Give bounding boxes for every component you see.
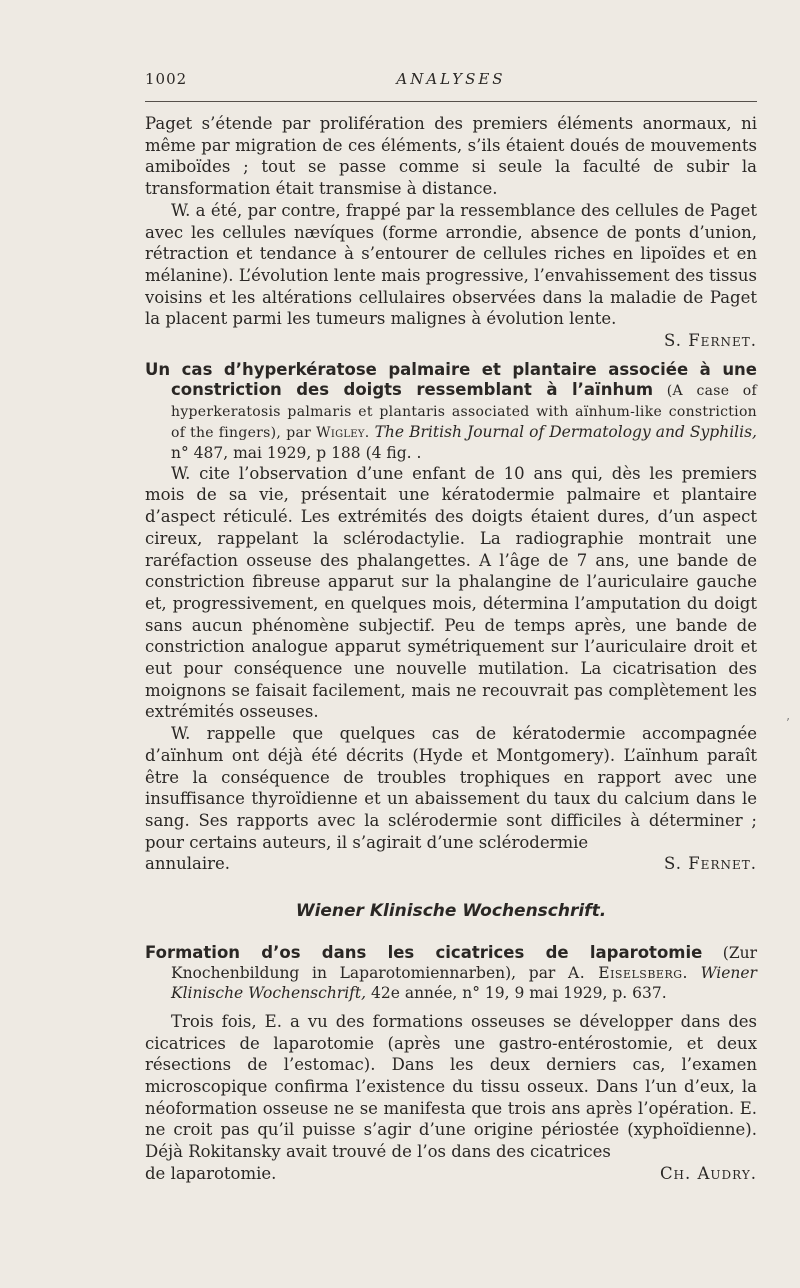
article2-title: Un cas d’hyperkératose palmaire et plantaire associée à une constriction des doigts ressemblant à l’aïnhum [145, 359, 757, 399]
article3-journal: Wiener Klinische Wochenschrift, [171, 963, 757, 1002]
article3-title: Formation d’os dans les cicatrices de laparotomie [145, 942, 703, 962]
article1-paragraph-1: Paget s’étende par prolifération des premiers éléments anormaux, ni même par migration de ces éléments, s’ils étaient doués de mouvements amiboïdes ; tout se passe comme si seule la faculté de subir la transformation était transmise à distance. [145, 114, 757, 199]
article1-paragraph-2: W. a été, par contre, frappé par la ressemblance des cellules de Paget avec les cellules nævíques (forme arrondie, absence de ponts d’union, rétraction et tendance à s’entourer de cellules riches en lipoïdes et en mélanine). L’évolution lente mais progressive, l’envahissement des tissus voisins et les altérations cellulaires observées dans la maladie de Paget la placent parmi les tumeurs malignes à évolution lente. [145, 200, 757, 329]
running-title: ANALYSES [396, 70, 506, 88]
article2-paragraph-1: W. cite l’observation d’une enfant de 10 ans qui, dès les premiers mois de sa vie, présentait une kératodermie palmaire et plantaire d’aspect réticulé. Les extrémités des doigts étaient dures, d’un aspect cireux, rappelant la sclérodactylie. La radiographie montrait une raréfaction osseuse des phalangettes. A l’âge de 7 ans, une bande de constriction fibreuse apparut sur la phalangine de l’auriculaire gauche et, progressivement, en quelques mois, détermina l’amputation du doigt sans aucun phénomène subjectif. Peu de temps après, une bande de constriction analogue apparut symétriquement sur l’auriculaire droit et eut pour conséquence une nouvelle mutilation. La cicatrisation des moignons se faisait facilement, mais ne recouvrait pas complètement les extrémités osseuses. [145, 463, 757, 722]
article2-paragraph-2: W. rappelle que quelques cas de kératodermie accompagnée d’aïnhum ont déjà été décrits (Hyde et Montgomery). L’aïnhum paraît être la conséquence de troubles trophiques en rapport avec une insuffisance thyroïdienne et un abaissement du taux du calcium dans le sang. Ses rapports avec la sclérodermie sont difficiles à déterminer ; pour certains auteurs, il s’agirait d’une sclérodermie [145, 724, 757, 852]
article2-author: Wigley. [316, 424, 370, 441]
article2-citation: n° 487, mai 1929, p 188 (4 fig. . [171, 443, 422, 462]
running-header [145, 70, 757, 92]
article3-author: A. Eiselsberg. [568, 963, 688, 982]
article3-author-prefix: par [528, 963, 556, 982]
article2-journal: The British Journal of Dermatology and Syphilis, [374, 422, 757, 441]
page-number: 1002 [145, 70, 188, 88]
article2-author-prefix: par [286, 424, 312, 441]
article1-signature: S. Fernet. [664, 331, 757, 351]
article3-translation: (Zur Knochenbildung in Laparotomiennarben), [171, 943, 757, 982]
margin-mark: ’ [786, 716, 790, 730]
article3-last-line: de laparotomie. [145, 1163, 277, 1183]
article3-signature: Ch. Audry. [659, 1163, 757, 1183]
header-rule [145, 101, 757, 102]
article2-last-line: annulaire. [145, 854, 231, 874]
article2-signature: S. Fernet. [664, 854, 757, 874]
article3-paragraph: Trois fois, E. a vu des formations osseuses se développer dans des cicatrices de laparotomie (après une gastro-entérostomie, et deux résections de l’estomac). Dans les deux derniers cas, l’examen microscopique confirma l’existence du tissu osseux. Dans l’un d’eux, la néoformation osseuse ne se manifesta que trois ans après l’opération. E. ne croit pas qu’il puisse s’agir d’une origine périostée (xyphoïdienne). Déjà Rokitansky avait trouvé de l’os dans des cicatrices [145, 1011, 757, 1162]
article2-heading [145, 360, 757, 463]
article3-heading [145, 943, 757, 1003]
article2-translation: (A case of hyperkeratosis palmaris et plantaris associated with aïnhum-like constriction of the fingers), [171, 382, 757, 441]
article2-signature-line [145, 853, 757, 875]
article3-citation: 42e année, n° 19, 9 mai 1929, p. 637. [371, 983, 667, 1002]
article1-signature-line [145, 330, 757, 352]
section-heading: Wiener Klinische Wochenschrift. [295, 901, 607, 922]
page-body [145, 113, 757, 1184]
article3-signature-line [145, 1163, 757, 1185]
